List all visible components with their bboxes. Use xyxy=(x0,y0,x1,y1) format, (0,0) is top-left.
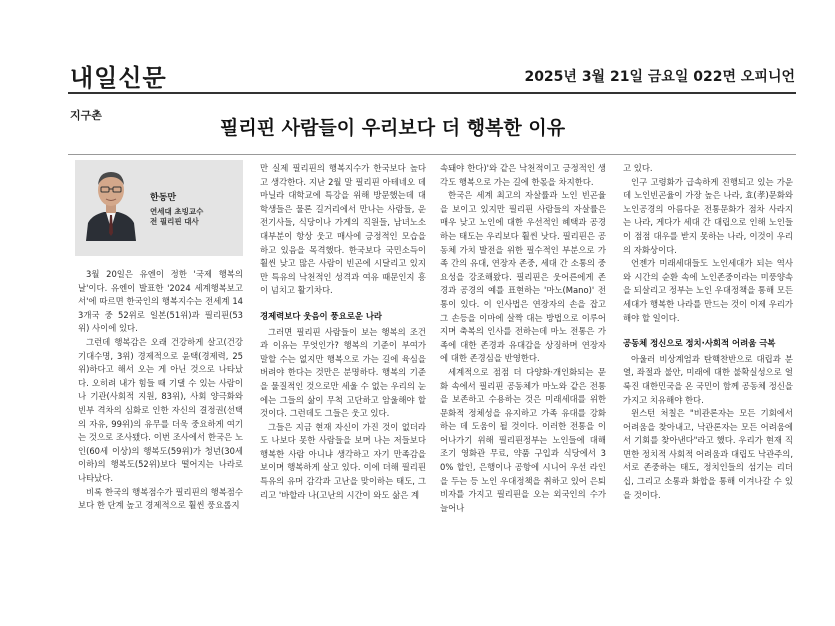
paragraph: 3월 20일은 유엔이 정한 '국제 행복의 날'이다. 유엔이 발표한 '2024 세계행복보고서'에 따르면 한국인의 행복지수는 전세계 143개국 중 52위로 일본(51위)과 필리핀(53위) 사이에 있다. xyxy=(78,269,243,334)
paragraph: 인구 고령화가 급속하게 진행되고 있는 가운데 노인빈곤율이 가장 높은 나라, 효(孝)문화와 노인공경의 아름다운 전통문화가 점차 사라지는 나라, 게다가 세대 간 대립으로 인해 노인들이 점점 대우를 받지 못하는 나라, 이것이 우리의 자화상이다. xyxy=(623,176,793,255)
article-column-2 xyxy=(260,162,426,502)
subheading: 경제력보다 웃음이 풍요로운 나라 xyxy=(260,310,383,321)
article-column-1 xyxy=(78,268,243,513)
author-role: 전 필리핀 대사 xyxy=(150,217,199,226)
author-photo xyxy=(82,163,140,241)
paragraph: 속돼야 한다)'와 같은 낙천적이고 긍정적인 생각도 행복으로 가는 길에 한몫을 차지한다. xyxy=(440,163,606,187)
paragraph: 한국은 세계 최고의 자살률과 노인 빈곤율을 보이고 있지만 필리핀 사람들의 자살률은 매우 낮고 노인에 대한 우선적인 혜택과 공경하는 태도는 우리보다 훨씬 낫다. 필리핀은 공동체 가치 발전을 위한 필수적인 부분으로 가족 간의 유대, 연장자 존중, 세대 간 소통의 중요성을 강조해왔다. 필리핀은 웃어른에게 존경과 공경의 예를 표현하는 '마노(Mano)' 전통이 있다. 이 인사법은 연장자의 손을 잡고 그 손등을 이마에 살짝 대는 방법으로 이루어지며 축복의 인사를 전하는데 마노 전통은 가족에 대한 존경과 유대감을 상징하며 연장자에 대한 존경심을 반영한다. xyxy=(440,190,606,364)
paragraph: 세계적으로 점점 더 다양화·개인화되는 문화 속에서 필리핀 공동체가 마노와 같은 전통을 보존하고 수용하는 것은 미래세대를 위한 문화적 정체성을 유지하고 가족 유대를 강화하는 데 도움이 될 것이다. 이러한 전통을 이어나가기 위해 필리핀정부는 노인들에 대해 조기 영화관 무료, 약품 구입과 식당에서 30% 할인, 은행이나 공항에 시니어 우선 라인을 두는 등 노인 우대정책을 취하고 있어 은퇴 비자를 가지고 필리핀을 오는 외국인의 수가 늘어나 xyxy=(440,366,606,513)
article-column-4 xyxy=(623,162,793,502)
paragraph: 고 있다. xyxy=(623,163,653,173)
paragraph: 비록 한국의 행복점수가 필리핀의 행복점수보다 한 단계 높고 경제적으로 훨씬 풍요롭지 xyxy=(78,486,243,511)
paragraph: 아울러 비상계엄과 탄핵찬반으로 대립과 분열, 좌절과 불안, 미래에 대한 불확실성으로 얼룩진 대한민국을 온 국민이 함께 공동체 정신을 가지고 치유해야 한다. xyxy=(623,353,793,405)
paragraph: 그들은 지금 현재 자신이 가진 것이 없더라도 나보다 못한 사람들을 보며 나는 저들보다 행복한 사람 아니냐 생각하고 자기 만족감을 보이며 행복하게 살고 있다. 이에 더해 필리핀 특유의 유머 감각과 고난을 맞이하는 태도, 그리고 '바할라 나(고난의 시간이 와도 삶은 계 xyxy=(260,421,426,500)
article-headline: 필리핀 사람들이 우리보다 더 행복한 이유 xyxy=(220,117,566,139)
author-name: 한동만 xyxy=(150,193,177,203)
paragraph: 만 실제 필리핀의 행복지수가 한국보다 높다고 생각한다. 지난 2월 말 필리핀 아테네오 데 마닐라 대학교에 특강을 위해 방문했는데 대학생들은 물론 길거리에서 만나는 사람들, 운전기사들, 식당이나 가게의 직원들, 남녀노소 대부분이 항상 웃고 매사에 긍정적인 모습을 하고 있음을 목격했다. 한국보다 국민소득이 훨씬 낮고 많은 사람이 빈곤에 시달리고 있지만 특유의 낙천적인 성격과 여유 때문인지 흥이 넘치고 활기차다. xyxy=(260,163,426,296)
newspaper-title: 내일신문 xyxy=(70,64,167,92)
author-role: 연세대 초빙교수 xyxy=(150,207,204,216)
masthead-rule xyxy=(68,92,796,94)
paragraph: 그런데 행복감은 오래 건강하게 살고(건강기대수명, 3위) 경제적으로 윤택(경제력, 25위)하다고 해서 오는 게 아닌 것으로 나타났다. 오히려 내가 힘들 때 기댈 수 있는 사람이나 기관(사회적 지원, 83위), 사회 양극화와 빈부 격차의 심화로 인한 자신의 결정권(선택의 자유, 99위)의 유무를 더욱 중요하게 여기는 것으로 조사됐다. 이번 조사에서 한국은 노인(60세 이상)의 행복도(59위)가 청년(30세 이하)의 행복도(52위)보다 떨어지는 나라로 나타났다. xyxy=(78,336,243,483)
article-column-3 xyxy=(440,162,606,515)
paragraph: 그러면 필리핀 사람들이 보는 행복의 조건과 이유는 무엇인가? 행복의 기준이 부여가 말할 수는 없지만 행복으로 가는 길에 육심을 버려야 한다는 것만은 분명하다. 행복의 기준을 물질적인 것으로만 세울 수 없는 우리의 눈에는 그들의 삶이 무척 고단하고 암울해야 할 것이다. 그런데도 그들은 웃고 있다. xyxy=(260,326,426,419)
author-info xyxy=(150,190,203,227)
paragraph: 언젠가 미래세대들도 노인세대가 되는 역사와 시간의 순환 속에 노인존중이라는 미풍양속을 되살리고 정부는 노인 우대정책을 통해 모든 세대가 행복한 나라를 만드는 것이 이제 우리가 해야 할 일이다. xyxy=(623,258,793,323)
headline-rule xyxy=(68,154,796,155)
paragraph: 윈스턴 처칠은 "비관론자는 모든 기회에서 어려움을 찾아내고, 낙관론자는 모든 어려움에서 기회를 찾아낸다"라고 했다. 우리가 현재 직면한 정치적 사회적 어려움과 대립도 낙관주의, 서로 존중하는 태도, 정치인들의 섬기는 리더십, 그리고 소통과 화합을 통해 이겨나갈 수 있을 것이다. xyxy=(623,408,793,500)
issue-info: 2025년 3월 21일 금요일 022면 오피니언 xyxy=(524,69,795,85)
section-label: 지구촌 xyxy=(70,109,102,122)
subheading: 공동체 정신으로 정치·사회적 어려움 극복 xyxy=(623,338,776,349)
